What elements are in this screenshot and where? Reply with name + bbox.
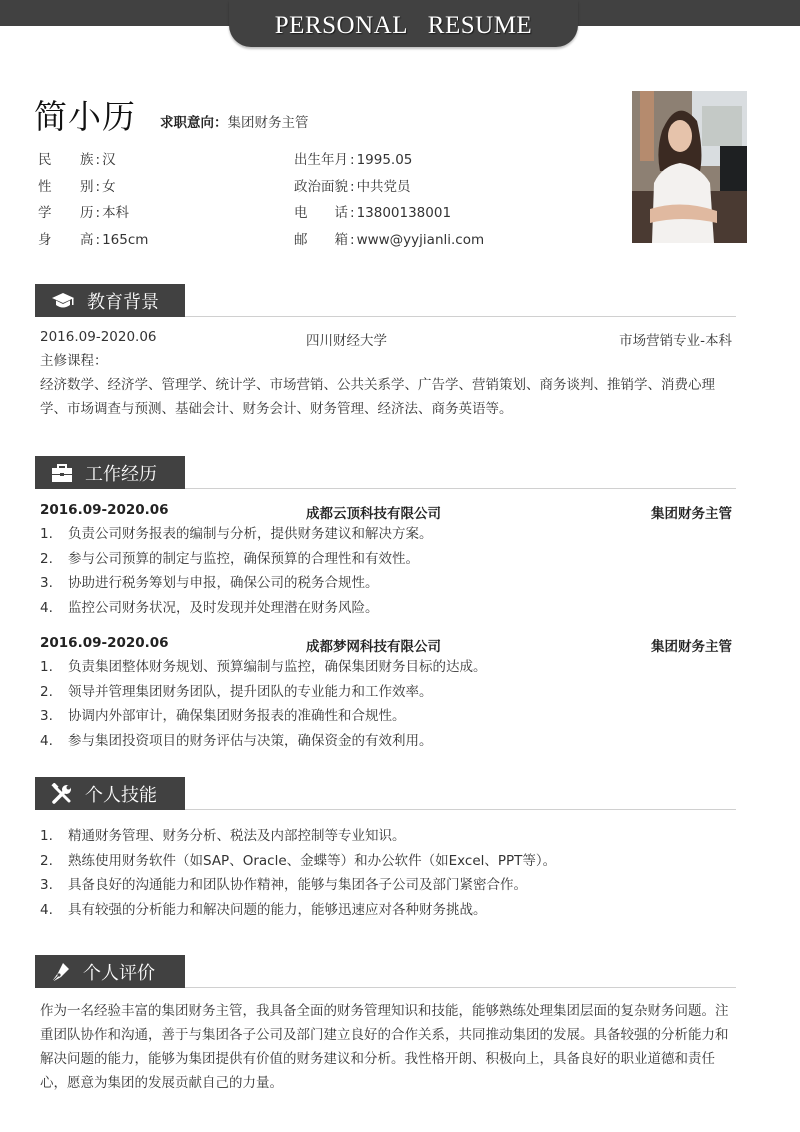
list-item: 1. 精通财务管理、财务分析、税法及内部控制等专业知识。 — [40, 828, 406, 844]
job-period: 2016.09-2020.06 — [40, 502, 169, 518]
section-evaluation-tab — [35, 955, 185, 988]
list-item: 2. 熟练使用财务软件（如SAP、Oracle、金蝶等）和办公软件（如Excel、PPT等）。 — [40, 852, 557, 869]
courses-label: 主修课程： — [40, 353, 108, 369]
job-company: 成都云顶科技有限公司 — [306, 506, 441, 522]
list-item: 2. 领导并管理集团财务团队，提升团队的专业能力和工作效率。 — [40, 683, 433, 700]
education-row — [40, 329, 732, 349]
profile-photo — [632, 91, 747, 243]
education-major: 市场营销专业-本科 — [619, 333, 732, 349]
courses-list: 经济数学、经济学、管理学、统计学、市场营销、公共关系学、广告学、营销策划、商务谈判、推销学、消费心理学、市场调查与预测、基础会计、财务会计、财务管理、经济法、商务英语等。 — [40, 377, 715, 417]
education-school: 四川财经大学 — [306, 333, 387, 349]
job-company: 成都梦网科技有限公司 — [306, 639, 441, 655]
divider — [185, 488, 736, 489]
job-intent-label: 求职意向： — [160, 115, 228, 131]
job-period: 2016.09-2020.06 — [40, 635, 169, 651]
section-education-title: 教育背景 — [87, 291, 159, 313]
info-height: 身 高 : 165cm — [38, 232, 149, 248]
job-position: 集团财务主管 — [651, 506, 732, 522]
info-ethnicity: 民 族 : 汉 — [38, 152, 116, 168]
briefcase-icon — [51, 463, 73, 483]
list-item: 4. 参与集团投资项目的财务评估与决策，确保资金的有效利用。 — [40, 732, 433, 749]
job-intent — [160, 111, 309, 131]
info-birth: 出生年月 : 1995.05 — [294, 152, 413, 168]
list-item: 3. 协调内外部审计，确保集团财务报表的准确性和合规性。 — [40, 708, 406, 724]
section-skills-tab — [35, 777, 185, 810]
skills-list — [40, 824, 740, 922]
divider — [185, 316, 736, 317]
self-evaluation-text: 作为一名经验丰富的集团财务主管，我具备全面的财务管理知识和技能，能够熟练处理集团层面的复杂财务问题。注重团队协作和沟通，善于与集团各子公司及部门建立良好的合作关系，共同推动集团的发展。具备较强的分析能力和解决问题的能力，能够为集团提供有价值的财务建议和分析。我性格开朗、积极向上，具备良好的职业道德和责任心，愿意为集团的发展贡献自己的力量。 — [40, 1003, 729, 1091]
pen-nib-icon — [51, 961, 71, 983]
list-item: 2. 参与公司预算的制定与监控，确保预算的合理性和有效性。 — [40, 550, 419, 567]
graduation-cap-icon — [51, 291, 75, 311]
divider — [185, 987, 736, 988]
job-2-header — [40, 635, 732, 655]
info-political-status: 政治面貌 : 中共党员 — [294, 179, 411, 195]
section-work-tab — [35, 456, 185, 489]
info-phone: 电 话 : 13800138001 — [294, 205, 452, 221]
section-evaluation-header — [35, 955, 736, 988]
list-item: 1. 负责公司财务报表的编制与分析，提供财务建议和解决方案。 — [40, 526, 433, 542]
job-2-duties — [40, 655, 740, 753]
job-1-duties — [40, 522, 740, 620]
list-item: 3. 协助进行税务筹划与申报，确保公司的税务合规性。 — [40, 575, 379, 591]
info-email: 邮 箱 : www@yyjianli.com — [294, 232, 485, 248]
info-education: 学 历 : 本科 — [38, 205, 130, 221]
section-skills-header — [35, 777, 736, 810]
section-skills-title: 个人技能 — [85, 784, 157, 806]
list-item: 3. 具备良好的沟通能力和团队协作精神，能够与集团各子公司及部门紧密合作。 — [40, 877, 527, 893]
job-position: 集团财务主管 — [651, 639, 732, 655]
education-period: 2016.09-2020.06 — [40, 329, 157, 345]
list-item: 4. 监控公司财务状况，及时发现并处理潜在财务风险。 — [40, 599, 379, 616]
section-evaluation-title: 个人评价 — [83, 962, 155, 984]
candidate-name: 简小历 — [34, 97, 136, 136]
tools-icon — [51, 783, 73, 805]
divider — [185, 809, 736, 810]
list-item: 4. 具有较强的分析能力和解决问题的能力，能够迅速应对各种财务挑战。 — [40, 901, 487, 918]
list-item: 1. 负责集团整体财务规划、预算编制与监控，确保集团财务目标的达成。 — [40, 659, 487, 675]
job-1-header — [40, 502, 732, 522]
resume-title: PERSONAL RESUME — [274, 12, 533, 39]
section-work-header — [35, 456, 736, 489]
info-gender: 性 别 : 女 — [38, 179, 116, 195]
section-work-title: 工作经历 — [85, 463, 157, 485]
section-education-tab — [35, 284, 185, 317]
section-education-header — [35, 284, 736, 317]
job-intent-value: 集团财务主管 — [227, 115, 309, 131]
